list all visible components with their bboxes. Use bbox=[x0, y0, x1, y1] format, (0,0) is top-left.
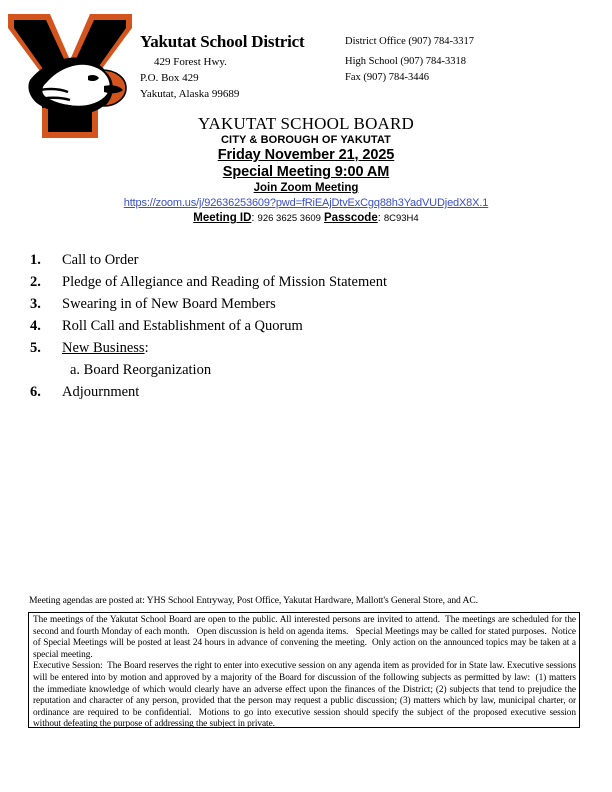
agenda-item bbox=[0, 318, 612, 340]
agenda-list bbox=[0, 252, 612, 406]
agenda-item-label: Swearing in of New Board Members bbox=[62, 296, 276, 312]
contact-fax: Fax (907) 784-3446 bbox=[345, 72, 429, 83]
agenda-item bbox=[0, 384, 612, 406]
agenda-item-number: 1. bbox=[30, 252, 41, 268]
agenda-sub-item bbox=[0, 362, 612, 384]
agenda-item bbox=[0, 296, 612, 318]
passcode-label: Passcode bbox=[324, 212, 378, 224]
meeting-id-colon: : bbox=[251, 212, 255, 224]
agenda-item-label-underlined: New Business bbox=[62, 340, 145, 356]
agenda-item-label: Call to Order bbox=[62, 252, 139, 268]
agenda-item-label: Adjournment bbox=[62, 384, 140, 400]
meeting-id-value: 926 3625 3609 bbox=[257, 213, 321, 224]
agenda-item-label bbox=[62, 340, 149, 357]
agenda-item bbox=[0, 274, 612, 296]
join-zoom-heading: Join Zoom Meeting bbox=[253, 182, 359, 194]
agenda-item-number: 5. bbox=[30, 340, 41, 356]
meeting-title-block bbox=[0, 114, 612, 226]
agenda-item-number: 2. bbox=[30, 274, 41, 290]
notice-paragraph-executive-session: Executive Session: The Board reserves the right to enter into executive session on any agenda item as provided for in State law. Executive sessions will be entered into by motion and approved by a majority of the Board for discussion of the following subjects as permitted by law: (1) matters the immediate knowledge of which would clearly have an adverse effect upon the finances of the District; (2) subjects that tend to prejudice the reputation and character of any person, provided that the person may request a public discussion; (3) matters which by law, municipal charter, or ordinance are required to be confidential. Motions to go into executive session should specify the subject of the proposed executive session without defeating the purpose of addressing the subject in private. bbox=[33, 661, 579, 730]
contact-high-school: High School (907) 784-3318 bbox=[345, 56, 467, 67]
city-borough-subtitle: CITY & BOROUGH OF YAKUTAT bbox=[221, 134, 391, 146]
meeting-id-label: Meeting ID bbox=[193, 212, 252, 224]
agenda-item bbox=[0, 252, 612, 274]
agenda-item-number: 3. bbox=[30, 296, 41, 312]
contact-district-office: District Office (907) 784-3317 bbox=[345, 36, 474, 47]
agenda-item-label: Roll Call and Establishment of a Quorum bbox=[62, 318, 303, 334]
zoom-meeting-link[interactable]: https://zoom.us/j/92636253609?pwd=fRiEAjDtvExCgq88h3YadVUDjedX8X.1 bbox=[123, 197, 489, 209]
passcode-value: 8C93H4 bbox=[383, 213, 419, 224]
agenda-posting-locations: Meeting agendas are posted at: YHS School Entryway, Post Office, Yakutat Hardware, Mallott's General Store, and AC. bbox=[29, 595, 478, 606]
agenda-item-label-suffix: : bbox=[144, 340, 149, 356]
agenda-sub-item-label: a. Board Reorganization bbox=[70, 362, 212, 378]
passcode-colon: : bbox=[377, 212, 381, 224]
agenda-item-number: 4. bbox=[30, 318, 41, 334]
letterhead bbox=[140, 32, 610, 104]
address-line-2: P.O. Box 429 bbox=[140, 72, 199, 84]
meeting-id-passcode-line bbox=[0, 211, 612, 226]
page-title: YAKUTAT SCHOOL BOARD bbox=[197, 114, 415, 133]
meeting-date: Friday November 21, 2025 bbox=[217, 147, 395, 163]
agenda-item bbox=[0, 340, 612, 362]
meeting-type-time: Special Meeting 9:00 AM bbox=[222, 164, 390, 180]
address-line-3: Yakutat, Alaska 99689 bbox=[140, 88, 240, 100]
public-notice-box bbox=[28, 612, 580, 728]
district-name: Yakutat School District bbox=[140, 32, 305, 51]
agenda-item-label: Pledge of Allegiance and Reading of Mission Statement bbox=[62, 274, 387, 290]
agenda-item-number: 6. bbox=[30, 384, 41, 400]
notice-paragraph-open-meetings: The meetings of the Yakutat School Board are open to the public. All interested persons are invited to attend. The meetings are scheduled for the second and fourth Monday of each month. Open discussion is held on agenda items. Special Meetings may be called for stated purposes. Notice of Special Meetings will be posted at least 24 hours in advance of convening the meeting. Only action on the announced topics may be taken at a special meeting. bbox=[33, 615, 579, 660]
address-line-1: 429 Forest Hwy. bbox=[154, 56, 227, 68]
